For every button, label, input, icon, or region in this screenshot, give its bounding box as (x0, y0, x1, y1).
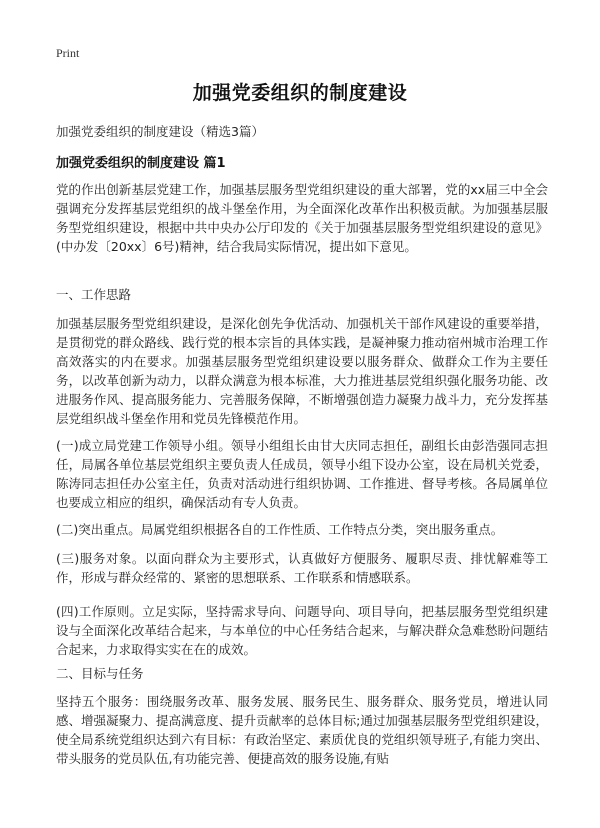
paragraph-intro: 党的作出创新基层党建工作，加强基层服务型党组织建设的重大部署，党的xx届三中全会强调充分发挥基层党组织的战斗堡垒作用，为全面深化改革作出积极贡献。为加强基层服务型党组织建设，根据中共中央办公厅印发的《关于加强基层服务型党组织建设的意见》(中办发〔20xx〕6号)精神，结合我局实际情况，提出如下意见。 (56, 182, 548, 254)
document-title: 加强党委组织的制度建设 (192, 82, 408, 104)
paragraph-leading-group: (一)成立局党建工作领导小组。领导小组组长由甘大庆同志担任，副组长由彭浩强同志担任，局属各单位基层党组织主要负责人任成员，领导小组下设办公室，设在局机关党委，陈涛同志担任办公室主任，负责对活动进行组织协调、工作推进、督导考核。各局属单位也要成立相应的组织，确保活动有专人负责。 (56, 438, 548, 510)
paragraph-work-principles: (四)工作原则。立足实际，坚持需求导向、问题导向、项目导向，把基层服务型党组织建设与全面深化改革结合起来，与本单位的中心任务结合起来，与解决群众急难愁盼问题结合起来，力求取得实实在在的成效。 (56, 604, 548, 657)
document-subtitle: 加强党委组织的制度建设（精选3篇） (56, 124, 264, 139)
paragraph-service-targets: (三)服务对象。以面向群众为主要形式，认真做好方便服务、履职尽责、排忧解难等工作，形成与群众经常的、紧密的思想联系、工作联系和情感联系。 (56, 551, 548, 585)
paragraph-goals: 坚持五个服务：围绕服务改革、服务发展、服务民生、服务群众、服务党员，增进认同感、增强凝聚力、提高满意度、提升贡献率的总体目标;通过加强基层服务型党组织建设，使全局系统党组织达到六有目标：有政治坚定、素质优良的党组织领导班子,有能力突出、带头服务的党员队伍,有功能完善、便捷高效的服务设施,有贴 (56, 694, 548, 766)
heading-work-approach: 一、工作思路 (56, 287, 132, 302)
paragraph-key-points: (二)突出重点。局属党组织根据各自的工作性质、工作特点分类，突出服务重点。 (56, 522, 504, 537)
paragraph-work-approach: 加强基层服务型党组织建设，是深化创先争优活动、加强机关干部作风建设的重要举措，是贯彻党的群众路线、践行党的根本宗旨的具体实践，是凝神聚力推动宿州城市治理工作高效落实的内在要求。加强基层服务型党组织建设要以服务群众、做群众工作为主要任务，以改革创新为动力，以群众满意为根本标准，大力推进基层党组织强化服务功能、改进服务作风、提高服务能力、完善服务保障，不断增强创造力凝聚力战斗力，充分发挥基层党组织战斗堡垒作用和党员先锋模范作用。 (56, 316, 548, 426)
print-label[interactable]: Print (56, 46, 80, 60)
section-title: 加强党委组织的制度建设 篇1 (56, 156, 226, 171)
heading-goals-tasks: 二、目标与任务 (56, 666, 144, 681)
